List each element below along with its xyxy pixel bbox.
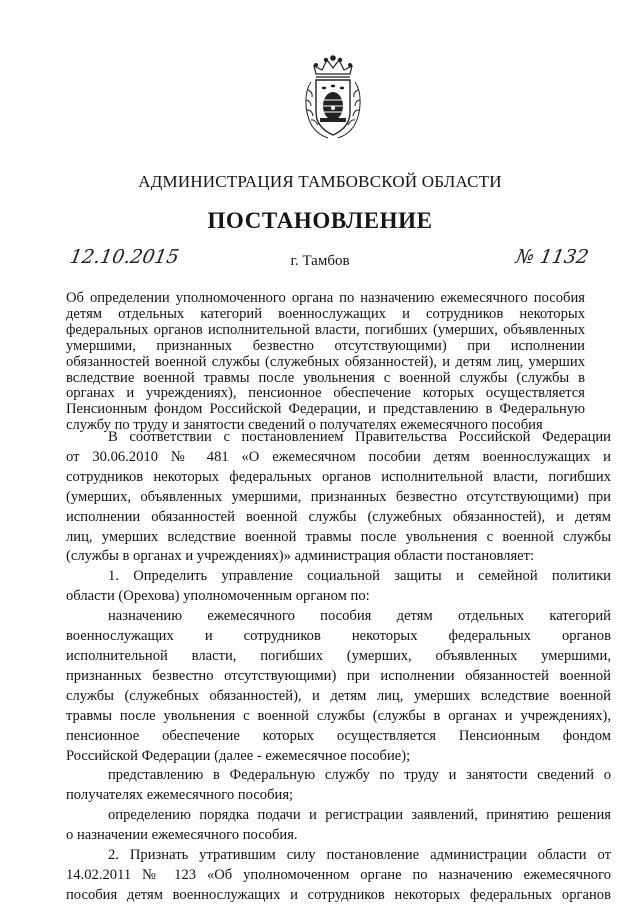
resolution-body [66, 428, 611, 906]
body-line: от 30.06.2010 № 481 «О ежемесячном пособии детям военнослужащих и [66, 448, 611, 465]
subject-line: детям отдельных категорий военнослужащих и сотрудников некоторых [66, 305, 585, 322]
body-line: назначению ежемесячного пособия детям отдельных категорий [108, 608, 611, 625]
subject-line: умершими, признанных безвестно отсутствующими) при исполнении [66, 337, 585, 354]
city-label: г. Тамбов [290, 253, 350, 269]
body-line: определению порядка подачи и регистрации заявлений, принятию решения [108, 807, 611, 824]
subject-line: органах и учреждениях), пенсионное обеспечение которых осуществляется [66, 385, 585, 402]
handwritten-document-number: № 1132 [514, 246, 591, 268]
resolution-subject [66, 291, 585, 434]
body-line: 1. Определить управление социальной защиты и семейной политики [108, 568, 611, 585]
body-line: В соответствии с постановлением Правительства Российской Федерации [108, 429, 611, 445]
body-line: получателях ежемесячного пособия; [66, 787, 294, 804]
handwritten-date: 12.10.2015 [68, 246, 181, 268]
body-line: (службы в органах и учреждениях)» администрация области постановляет: [66, 548, 535, 565]
body-line: о назначении ежемесячного пособия. [66, 827, 298, 844]
subject-line: службу по труду и занятости сведений о получателях ежемесячного пособия [66, 417, 543, 434]
subject-line: Об определении уполномоченного органа по назначению ежемесячного пособия [66, 290, 585, 306]
body-line: пособия детям военнослужащих и сотрудников некоторых федеральных органов [66, 886, 611, 903]
body-line: признанных безвестно отсутствующими) при исполнении обязанностей военной [66, 667, 611, 684]
body-line: 14.02.2011 № 123 «Об уполномоченном органе по назначению ежемесячного [66, 866, 611, 883]
subject-line: федеральных органов исполнительной власти, погибших (умерших, объявленных [66, 321, 585, 338]
subject-line: Пенсионным фондом Российской Федерации, и представлению в Федеральную [66, 401, 585, 418]
body-line: пенсионное обеспечение которых осуществляется Пенсионным фондом [66, 727, 611, 744]
body-line: исполнении обязанностей военной службы (служебных обязанностей), и детям [66, 508, 611, 525]
body-line: лиц, умерших вследствие военной травмы после увольнения с военной службы [66, 528, 611, 545]
document-type-title: ПОСТАНОВЛЕНИЕ [207, 208, 433, 233]
body-line: сотрудников некоторых федеральных органов исполнительной власти, погибших [66, 468, 611, 485]
body-line: 2. Признать утратившим силу постановление администрации области от [108, 847, 611, 864]
body-line: Российской Федерации (далее - ежемесячное пособие); [66, 747, 411, 764]
body-line: военнослужащих и сотрудников некоторых федеральных органов [66, 628, 611, 645]
body-line: службы (служебных обязанностей), и детям лиц, умерших вследствие военной [66, 687, 611, 704]
body-line: (умерших, объявленных умершими, признанных безвестно отсутствующими) при [66, 488, 611, 505]
body-line: травмы после увольнения с военной службы (службы в органах и учреждениях), [66, 707, 611, 724]
subject-line: обязанностей военной службы (служебных обязанностей), и детям лиц, умерших [66, 353, 585, 370]
body-line: представлению в Федеральную службу по труду и занятости сведений о [108, 767, 611, 784]
tambov-coat-of-arms-icon [302, 52, 364, 142]
subject-line: вследствие военной травмы после увольнения с военной службы (службы в [66, 369, 585, 386]
body-line: исполнительной власти, погибших (умерших, объявленных умершими, [66, 647, 611, 664]
body-line: области (Орехова) уполномоченным органом по: [66, 588, 370, 605]
organization-name: АДМИНИСТРАЦИЯ ТАМБОВСКОЙ ОБЛАСТИ [138, 172, 502, 191]
